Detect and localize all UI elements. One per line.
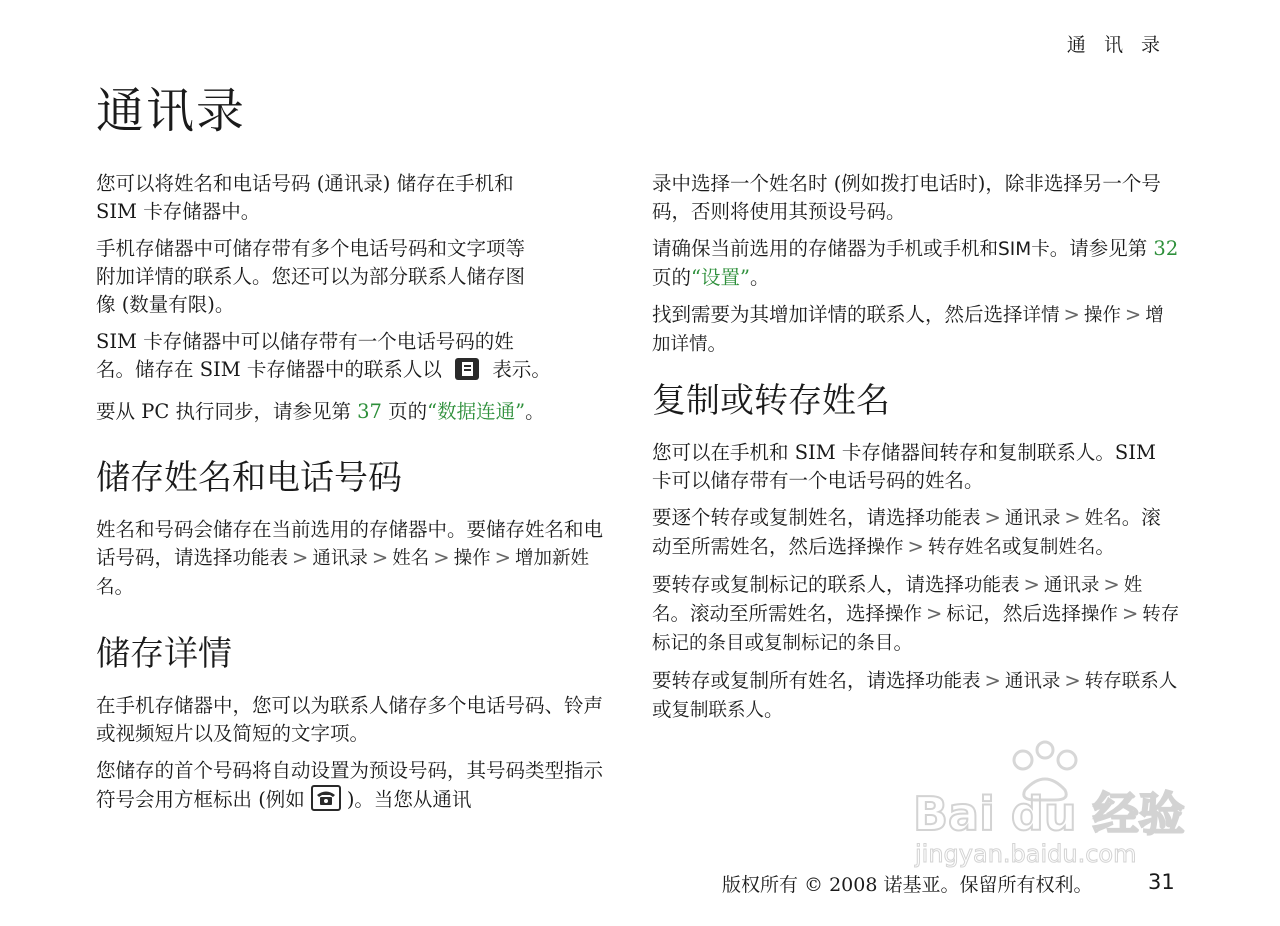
text: 表示。 xyxy=(492,358,551,381)
text: 要转存或复制所有姓名，请选择 xyxy=(652,669,926,692)
text: 手机存储器中可储存带有多个电话号码和文字项等 xyxy=(96,237,526,260)
text: 找到需要为其增加详情的联系人，然后选择 xyxy=(652,303,1023,326)
separator: > xyxy=(1023,573,1040,596)
watermark-brand: Bai du 经验 xyxy=(913,787,1185,841)
menu-functions: 功能表 xyxy=(925,671,981,692)
text: 。 xyxy=(749,266,770,289)
copyright-footer: 版权所有 © 2008 诺基亚。保留所有权利。 xyxy=(722,874,1093,896)
baidu-watermark xyxy=(905,738,1205,868)
details-paragraph-1: 在手机存储器中，您可以为联系人储存多个电话号码、铃声或视频短片以及简短的文字项。 xyxy=(96,694,604,745)
menu-transfer-marked: 转存标记的条目 xyxy=(652,604,1180,654)
menu-functions: 功能表 xyxy=(964,575,1020,596)
separator: > xyxy=(926,602,943,625)
separator: > xyxy=(984,506,1001,529)
menu-details: 详情 xyxy=(1022,305,1060,326)
text: ，然后选择 xyxy=(983,602,1081,625)
menu-options: 操作 xyxy=(885,604,923,625)
separator: > xyxy=(1064,669,1081,692)
separator: > xyxy=(371,546,389,569)
menu-options: 操作 xyxy=(1083,305,1121,326)
phone-type-icon xyxy=(311,785,341,819)
page-ref-link[interactable]: 32 xyxy=(1153,237,1179,260)
copy-paragraph-2 xyxy=(652,504,1180,562)
text: 。 xyxy=(893,631,914,654)
menu-copy-contacts: 复制联系人 xyxy=(671,700,765,721)
menu-options: 操作 xyxy=(453,548,491,569)
text: 要转存或复制标记的联系人，请选择 xyxy=(652,573,965,596)
text: 页的 xyxy=(652,266,692,289)
separator: > xyxy=(907,535,924,558)
text: 您储存的首个号码将自动设置为预设号码，其号码类型指示符号会用方框标出 (例如 xyxy=(96,759,604,811)
menu-copy-marked: 复制标记的条目 xyxy=(764,633,894,654)
page-number: 31 xyxy=(1148,870,1175,894)
menu-contacts: 通讯录 xyxy=(1004,508,1061,529)
text: 。 xyxy=(707,332,728,355)
menu-names: 姓名 xyxy=(652,575,1143,625)
menu-contacts: 通讯录 xyxy=(1004,671,1061,692)
data-connection-link[interactable]: “数据连通” xyxy=(427,400,526,423)
separator: > xyxy=(1124,303,1142,326)
running-header: 通 讯 录 xyxy=(1066,34,1166,56)
separator: > xyxy=(1103,573,1120,596)
text: 请确保当前选用的存储器为 xyxy=(652,237,887,260)
details-paragraph-2 xyxy=(96,757,620,819)
separator: > xyxy=(1121,602,1139,625)
menu-options: 操作 xyxy=(1080,604,1118,625)
section-heading-save-details: 储存详情 xyxy=(96,634,232,674)
menu-phone: 手机 xyxy=(886,239,924,260)
text: 或 xyxy=(744,631,765,654)
intro-paragraph-4 xyxy=(96,398,620,426)
text: )。当您从通讯 xyxy=(346,788,472,811)
watermark-url: jingyan.baidu.com xyxy=(915,840,1137,868)
menu-add-details: 增加详情 xyxy=(652,305,1164,355)
text: 您可以将姓名和电话号码 (通讯录) 储存在手机和 xyxy=(96,172,514,195)
text: SIM 卡存储器中可以储存带有一个电话号码的姓 xyxy=(96,330,514,353)
separator: > xyxy=(984,669,1001,692)
text: 名。储存在 SIM 卡存储器中的联系人以 xyxy=(96,358,442,381)
menu-functions: 功能表 xyxy=(925,508,981,529)
menu-options: 操作 xyxy=(866,537,904,558)
separator: > xyxy=(494,546,511,569)
menu-contacts: 通讯录 xyxy=(1043,575,1100,596)
intro-paragraph-1 xyxy=(96,170,620,226)
save-name-paragraph xyxy=(96,516,620,602)
intro-paragraph-3 xyxy=(96,328,620,389)
text: SIM 卡存储器中。 xyxy=(96,200,261,223)
menu-contacts: 通讯录 xyxy=(312,548,368,569)
memory-paragraph xyxy=(652,235,1180,292)
menu-functions: 功能表 xyxy=(232,548,289,569)
copy-paragraph-3 xyxy=(652,571,1180,658)
menu-transfer-name: 转存姓名 xyxy=(927,537,1002,558)
copy-paragraph-4 xyxy=(652,667,1180,725)
text: 。 xyxy=(1095,535,1115,558)
menu-mark: 标记 xyxy=(946,604,984,625)
menu-transfer-contacts: 转存联系人 xyxy=(1084,671,1178,692)
text: 。 xyxy=(525,400,545,423)
menu-names: 姓名 xyxy=(392,548,430,569)
section-heading-save-name: 储存姓名和电话号码 xyxy=(96,458,402,498)
menu-add-new-name: 增加新姓名 xyxy=(96,548,589,598)
menu-phone-and-sim: 手机和SIM卡 xyxy=(942,239,1050,260)
text: 。滚动至所需姓名，选择 xyxy=(670,602,886,625)
separator: > xyxy=(292,546,309,569)
separator: > xyxy=(433,546,450,569)
text: 姓名和号码会储存在当前选用的存储器中。要储存姓名和电话号码，请选择 xyxy=(96,518,604,569)
details-paragraph-2-cont: 录中选择一个姓名时 (例如拨打电话时)，除非选择另一个号码，否则将使用其预设号码。 xyxy=(652,172,1161,223)
left-column xyxy=(96,170,620,828)
section-heading-copy: 复制或转存姓名 xyxy=(652,381,890,421)
intro-paragraph-2 xyxy=(96,235,620,319)
text: 或 xyxy=(923,237,943,260)
text: 或 xyxy=(1001,535,1022,558)
right-column xyxy=(652,170,1180,734)
text: 。 xyxy=(114,575,135,598)
text: 或 xyxy=(652,698,672,721)
text: 要从 PC 执行同步，请参见第 xyxy=(96,400,358,423)
sim-contact-icon xyxy=(454,357,480,389)
text: 。请参见第 xyxy=(1049,237,1154,260)
text: 像 (数量有限)。 xyxy=(96,293,235,316)
text: 要逐个转存或复制姓名，请选择 xyxy=(652,506,926,529)
copy-paragraph-1: 您可以在手机和 SIM 卡存储器间转存和复制联系人。SIM 卡可以储存带有一个电话号码的姓名。 xyxy=(652,441,1156,492)
text: 附加详情的联系人。您还可以为部分联系人储存图 xyxy=(96,265,526,288)
menu-names: 姓名 xyxy=(1084,508,1122,529)
text: 。 xyxy=(764,698,784,721)
page-ref-link[interactable]: 37 xyxy=(357,400,382,423)
separator: > xyxy=(1064,506,1081,529)
find-contact-paragraph xyxy=(652,301,1180,359)
settings-link[interactable]: “设置” xyxy=(691,266,750,289)
text: 页的 xyxy=(381,400,428,423)
separator: > xyxy=(1063,303,1080,326)
text: 。滚动至所需姓名，然后选择 xyxy=(652,506,1161,558)
menu-copy-name: 复制姓名 xyxy=(1021,537,1096,558)
page-title: 通讯录 xyxy=(96,83,247,139)
